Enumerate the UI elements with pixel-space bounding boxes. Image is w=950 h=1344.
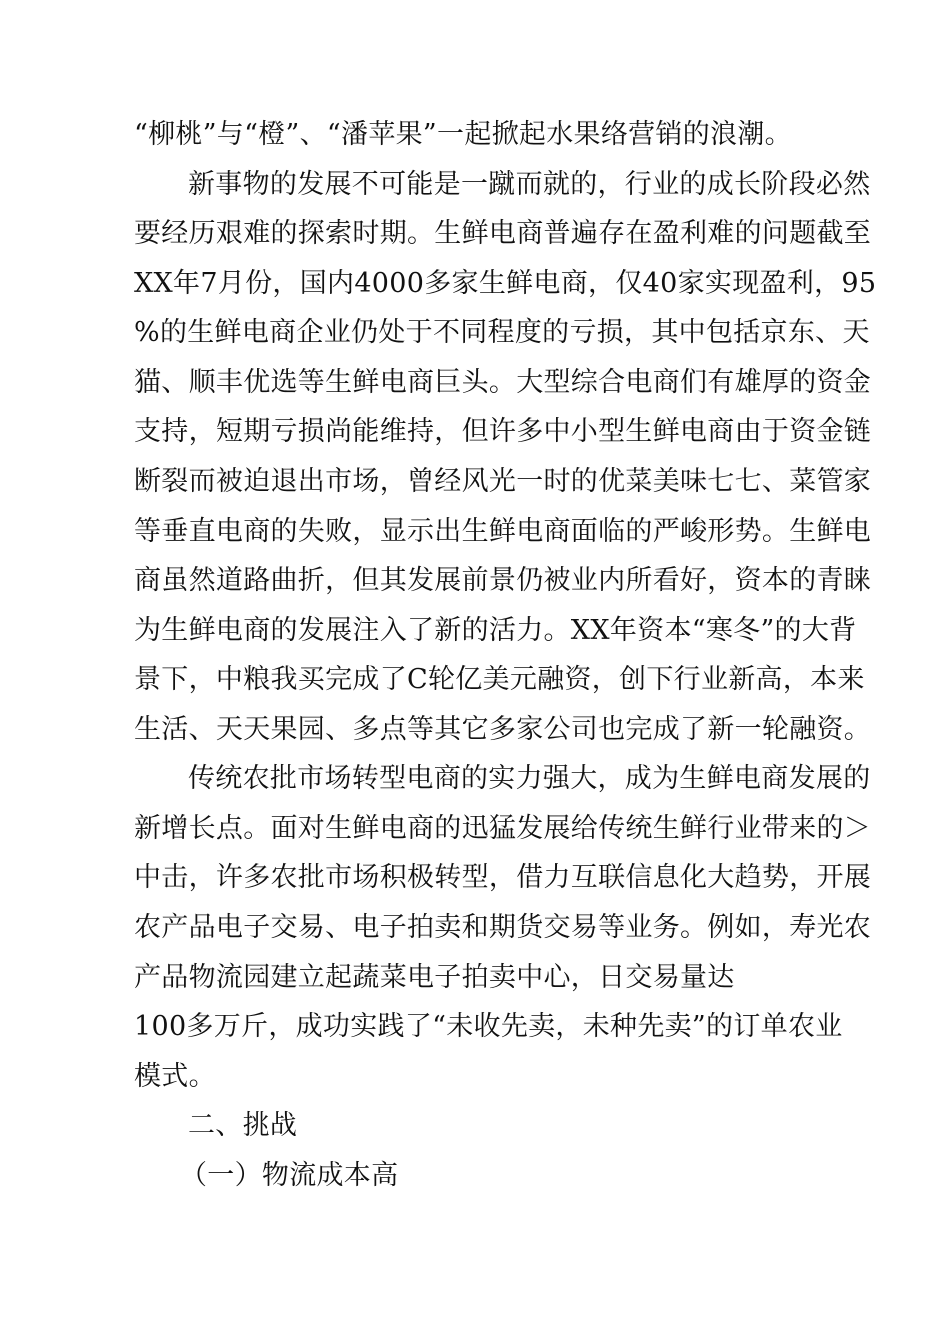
text-line: “柳桃”与“橙”、“潘苹果”一起掀起水果络营销的浪潮。: [134, 119, 792, 150]
text-line: 新事物的发展不可能是一蹴而就的，行业的成长阶段必然: [188, 169, 871, 200]
text-line: 农产品电子交易、电子拍卖和期货交易等业务。例如，寿光农: [134, 912, 872, 943]
text-line: 要经历艰难的探索时期。生鲜电商普遍存在盈利难的问题截至: [134, 218, 872, 249]
text-line: 模式。: [134, 1061, 216, 1092]
text-line: 等垂直电商的失败，显示出生鲜电商面临的严峻形势。生鲜电: [134, 516, 872, 547]
text-line: XX年7月份，国内4000多家生鲜电商，仅40家实现盈利，95: [134, 268, 877, 299]
text-line: 产品物流园建立起蔬菜电子拍卖中心，日交易量达: [134, 962, 735, 993]
text-line: 新增长点。面对生鲜电商的迅猛发展给传统生鲜行业带来的＞: [134, 813, 872, 844]
text-line: 支持，短期亏损尚能维持，但许多中小型生鲜电商由于资金链: [134, 416, 872, 447]
text-line: 断裂而被迫退出市场，曾经风光一时的优菜美味七七、菜管家: [134, 466, 872, 497]
text-line: 景下，中粮我买完成了C轮亿美元融资，创下行业新高，本来: [134, 664, 865, 695]
text-line: 猫、顺丰优选等生鲜电商巨头。大型综合电商们有雄厚的资金: [134, 367, 872, 398]
text-line: 传统农批市场转型电商的实力强大，成为生鲜电商发展的: [188, 763, 871, 794]
text-line: %的生鲜电商企业仍处于不同程度的亏损，其中包括京东、天: [134, 317, 870, 348]
text-line: 生活、天天果园、多点等其它多家公司也完成了新一轮融资。: [134, 714, 872, 745]
text-line: 中击，许多农批市场积极转型，借力互联信息化大趋势，开展: [134, 862, 872, 893]
text-line: 商虽然道路曲折，但其发展前景仍被业内所看好，资本的青睐: [134, 565, 872, 596]
subsection-heading: （一）物流成本高: [180, 1160, 399, 1191]
section-heading: 二、挑战: [188, 1110, 298, 1141]
text-line: 为生鲜电商的发展注入了新的活力。XX年资本“寒冬”的大背: [134, 615, 857, 646]
text-line: 100多万斤，成功实践了“未收先卖，未种先卖”的订单农业: [134, 1011, 843, 1042]
